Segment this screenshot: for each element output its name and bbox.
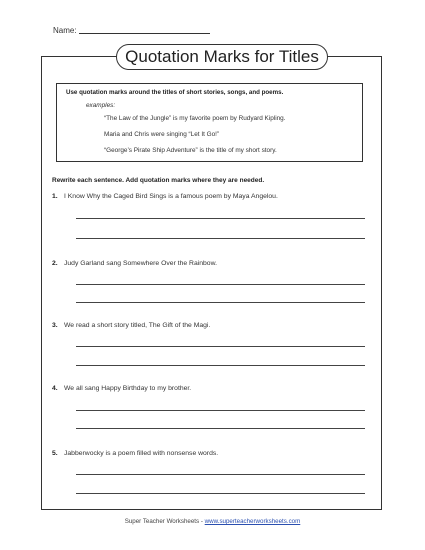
name-line[interactable]	[79, 33, 210, 34]
answer-line-5b[interactable]	[76, 493, 365, 494]
footer-url-link[interactable]: www.superteacherworksheets.com	[204, 518, 301, 525]
item-number-5: 5.	[52, 450, 58, 457]
answer-line-1a[interactable]	[76, 218, 365, 219]
answer-line-4b[interactable]	[76, 428, 365, 429]
worksheet-title: Quotation Marks for Titles	[116, 44, 328, 70]
footer-brand: Super Teacher Worksheets	[124, 518, 200, 525]
item-sentence-1: I Know Why the Caged Bird Sings is a famous poem by Maya Angelou.	[64, 193, 278, 200]
examples-label: examples:	[86, 102, 116, 109]
item-sentence-4: We all sang Happy Birthday to my brother.	[64, 385, 192, 392]
item-number-4: 4.	[52, 385, 58, 392]
instruction-text: Use quotation marks around the titles of short stories, songs, and poems.	[66, 89, 284, 96]
item-number-1: 1.	[52, 193, 58, 200]
item-sentence-5: Jabberwocky is a poem filled with nonsense words.	[64, 450, 219, 457]
example-1: “The Law of the Jungle” is my favorite poem by Rudyard Kipling.	[104, 115, 286, 122]
footer-separator: -	[200, 518, 203, 525]
answer-line-5a[interactable]	[76, 474, 365, 475]
item-number-3: 3.	[52, 322, 58, 329]
directions: Rewrite each sentence. Add quotation marks where they are needed.	[52, 177, 265, 184]
example-3: “George’s Pirate Ship Adventure” is the title of my short story.	[104, 147, 277, 154]
answer-line-2a[interactable]	[76, 284, 365, 285]
item-number-2: 2.	[52, 260, 58, 267]
answer-line-2b[interactable]	[76, 302, 365, 303]
item-sentence-2: Judy Garland sang Somewhere Over the Rainbow.	[64, 260, 218, 267]
answer-line-3a[interactable]	[76, 346, 365, 347]
name-label: Name:	[53, 26, 77, 35]
answer-line-1b[interactable]	[76, 238, 365, 239]
answer-line-3b[interactable]	[76, 365, 365, 366]
item-sentence-3: We read a short story titled, The Gift of the Magi.	[64, 322, 211, 329]
example-2: Maria and Chris were singing “Let It Go!”	[104, 131, 220, 138]
footer	[0, 518, 425, 525]
answer-line-4a[interactable]	[76, 410, 365, 411]
